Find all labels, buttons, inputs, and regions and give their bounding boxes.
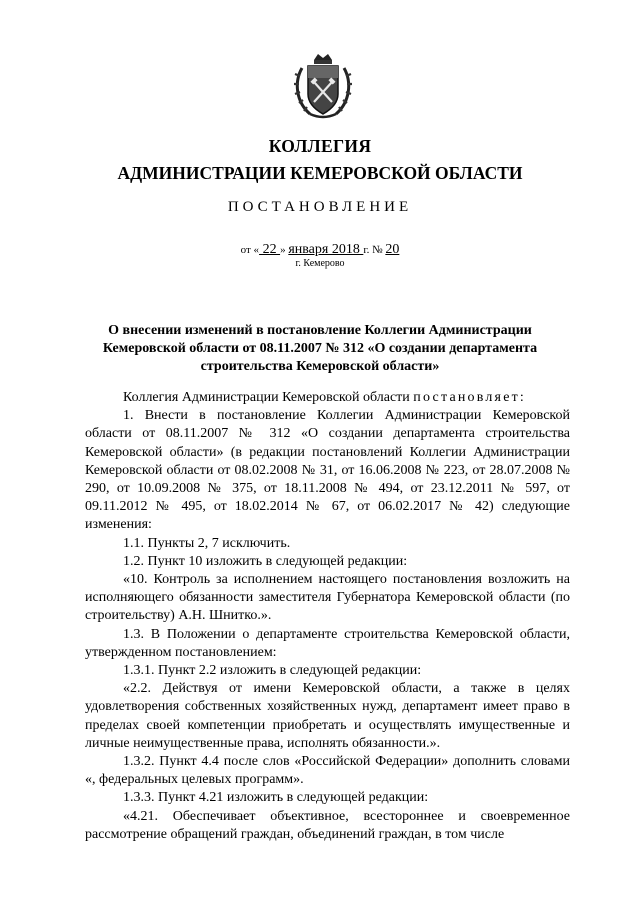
document-title: О внесении изменений в постановление Коллегии Администрации Кемеровской области от 08.11.2007 № 312 «О создании департамента строительства Кемеровской области» bbox=[102, 323, 538, 374]
intro-lead: Коллегия Администрации Кемеровской области bbox=[123, 390, 414, 405]
city: г. Кемерово bbox=[295, 258, 345, 269]
org-name-line1: КОЛЛЕГИЯ bbox=[268, 136, 372, 156]
quote-4-21: «4.21. Обеспечивает объективное, всестороннее и своевременное рассмотрение обращений граждан, объединений граждан, в том числе bbox=[85, 808, 570, 842]
coat-of-arms-icon bbox=[292, 52, 354, 120]
quote-2-2: «2.2. Действуя от имени Кемеровской области, а также в целях удовлетворения собственных хозяйственных нужд, департамент имеет право в пределах своей компетенции приобретать и осуществлять имущественные и личные неимущественные права, исполнять обязанности.». bbox=[85, 681, 570, 751]
document-type: ПОСТАНОВЛЕНИЕ bbox=[227, 199, 413, 215]
org-name-line2: АДМИНИСТРАЦИИ КЕМЕРОВСКОЙ ОБЛАСТИ bbox=[117, 163, 523, 183]
date-day: 22 bbox=[259, 242, 281, 257]
document-body bbox=[85, 389, 570, 844]
paragraph-1-1: 1.1. Пункты 2, 7 исключить. bbox=[123, 535, 291, 551]
paragraph-1-3-2: 1.3.2. Пункт 4.4 после слов «Российской Федерации» дополнить словами «, федеральных целевых программ». bbox=[85, 754, 570, 788]
date-number-line bbox=[0, 242, 640, 258]
paragraph-1-3-1: 1.3.1. Пункт 2.2 изложить в следующей редакции: bbox=[123, 663, 422, 679]
date-prefix: от « bbox=[240, 244, 260, 256]
number-prefix: № bbox=[369, 244, 386, 256]
paragraph-1-3: 1.3. В Положении о департаменте строительства Кемеровской области, утвержденном постановлением: bbox=[85, 626, 570, 660]
date-year-suffix: г. bbox=[363, 244, 370, 256]
paragraph-1-3-3: 1.3.3. Пункт 4.21 изложить в следующей редакции: bbox=[123, 790, 429, 806]
date-mid: » bbox=[280, 244, 289, 256]
intro-paragraph bbox=[85, 389, 570, 407]
document-number: 20 bbox=[385, 242, 400, 257]
paragraph-1: 1. Внести в постановление Коллегии Администрации Кемеровской области от 08.11.2007 № 312 «О создании департамента строительства Кемеровской области» (в редакции постановлений Коллегии Администрации Кемеровской области от 08.02.2008 № 31, от 16.06.2008 № 223, от 28.07.2008 № 290, от 10.09.2008 № 375, от 18.11.2008 № 494, от 23.12.2011 № 597, от 09.11.2012 № 495, от 18.02.2014 № 67, от 06.02.2017 № 42) следующие изменения: bbox=[85, 408, 570, 533]
intro-resolves: постановляет: bbox=[413, 390, 527, 405]
paragraph-1-2: 1.2. Пункт 10 изложить в следующей редакции: bbox=[123, 553, 408, 569]
quote-10: «10. Контроль за исполнением настоящего постановления возложить на исполняющего обязанности заместителя Губернатора Кемеровской области (по строительству) А.Н. Шнитко.». bbox=[85, 572, 570, 624]
date-month-year: января 2018 bbox=[288, 242, 364, 257]
